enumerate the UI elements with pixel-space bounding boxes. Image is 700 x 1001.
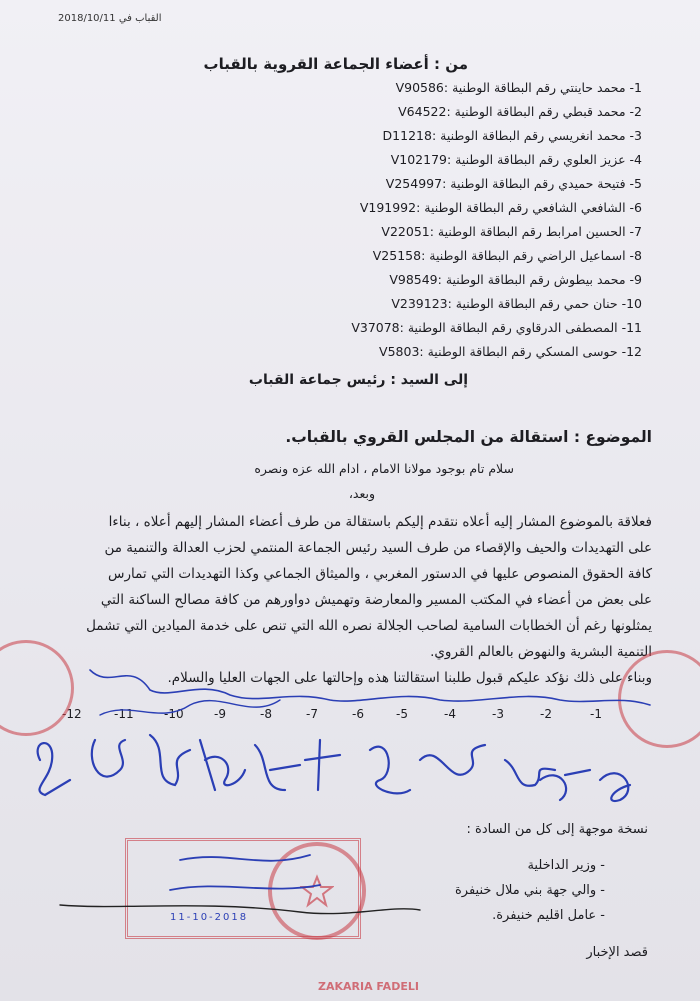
member-line: 7- الحسين امرابط رقم البطاقة الوطنية :V22051 [381, 224, 642, 239]
signature-scribble [60, 905, 420, 914]
copy-recipient: - عامل اقليم خنيفرة. [492, 908, 605, 923]
member-line: 8- اسماعيل الراضي رقم البطاقة الوطنية :V25158 [372, 248, 642, 263]
signature-number: -10 [164, 707, 184, 721]
member-line: 9- محمد بيطوش رقم البطاقة الوطنية :V98549 [389, 272, 642, 287]
body-line: على التهديدات والحيف والإقصاء من طرف السيد رئيس الجماعة المنتمي لحزب العدالة والتنمية من [104, 540, 652, 556]
sender-title: من : أعضاء الجماعة القروية بالقباب [203, 55, 468, 73]
member-line: 12- حوسى المسكي رقم البطاقة الوطنية :V5803 [379, 344, 642, 359]
signature-number: -5 [396, 707, 408, 721]
copies-title: نسخة موجهة إلى كل من السادة : [466, 822, 648, 837]
signature-scribble [505, 760, 555, 786]
signature-number: -7 [306, 707, 318, 721]
stamp-date: 11-10-2018 [170, 912, 249, 923]
signature-scribble [200, 740, 245, 790]
member-line: 11- المصطفى الدرقاوي رقم البطاقة الوطنية :V37078 [351, 320, 642, 335]
signature-scribble [420, 745, 485, 775]
member-line: 6- الشافعي الشافعي رقم البطاقة الوطنية :V191992 [359, 200, 642, 215]
greeting-continued: وبعد، [348, 486, 375, 501]
signatory-name: ZAKARIA FADELI [318, 980, 419, 993]
signature-number: -1 [590, 707, 602, 721]
signature-scribble [92, 740, 125, 777]
member-line: 1- محمد حاينتي رقم البطاقة الوطنية :V90586 [395, 80, 642, 95]
signature-scribble [150, 735, 190, 785]
signature-number: -9 [214, 707, 226, 721]
document-date: القباب في 2018/10/11 [58, 13, 162, 24]
body-line: يمثلونها رغم أن الخطابات السامية لصاحب الجلالة نصره الله التي تنص على خدمة الميادين التي تشمل [86, 618, 652, 634]
signature-scribble [38, 743, 70, 795]
signature-scribble [305, 740, 340, 790]
member-line: 10- حنان حمي رقم البطاقة الوطنية :V239123 [391, 296, 642, 311]
member-line: 2- محمد قبطي رقم البطاقة الوطنية :V64522 [398, 104, 642, 119]
body-line: فعلاقة بالموضوع المشار إليه أعلاه نتقدم إليكم باستقالة من طرف أعضاء المشار إليهم أعلاه ، بناءا [108, 514, 652, 530]
signature-scribble [255, 745, 300, 790]
signature-scribble [90, 670, 650, 705]
signature-number: -2 [540, 707, 552, 721]
signature-number: -11 [114, 707, 134, 721]
body-line: على بعض من أعضاء في المكتب المسير والمعارضة وتهميش دواورهم من كافة مصالح الساكنة التي [100, 592, 652, 608]
member-line: 5- فتيحة حميدي رقم البطاقة الوطنية :V254997 [385, 176, 642, 191]
member-line: 3- محمد انغريسي رقم البطاقة الوطنية :D11218 [382, 128, 642, 143]
signature-scribble [170, 855, 320, 890]
copy-purpose: قصد الإخبار [586, 945, 648, 960]
copy-recipient: - وزير الداخلية [527, 858, 605, 873]
signature-scribble [540, 770, 590, 800]
signature-scribble [370, 747, 410, 794]
recipient-line: إلى السيد : رئيس جماعة القباب [248, 372, 468, 388]
signature-number: -12 [62, 707, 82, 721]
subject-line: الموضوع : استقالة من المجلس القروي بالقباب. [285, 428, 652, 446]
greeting: سلام تام بوجود مولانا الامام ، ادام الله عزه ونصره [254, 461, 514, 476]
copy-recipient: - والي جهة بني ملال خنيفرة [454, 883, 605, 898]
body-line: التنمية البشرية والنهوض بالعالم القروي. [430, 644, 652, 660]
signature-number: -8 [260, 707, 272, 721]
body-line: كافة الحقوق المنصوص عليها في الدستور المغربي ، والميثاق الجماعي وكذا التهديدات التي تمارس [107, 566, 652, 582]
member-line: 4- عزيز العلوي رقم البطاقة الوطنية :V102179 [390, 152, 642, 167]
signature-number: -3 [492, 707, 504, 721]
signature-number: -6 [352, 707, 364, 721]
body-line: وبناء على ذلك نؤكد عليكم قبول طلبنا استقالتنا هذه وإحالتها على الجهات العليا والسلام. [167, 670, 652, 686]
signature-scribble [600, 773, 630, 801]
signature-scribble [100, 700, 280, 715]
signature-number: -4 [444, 707, 456, 721]
